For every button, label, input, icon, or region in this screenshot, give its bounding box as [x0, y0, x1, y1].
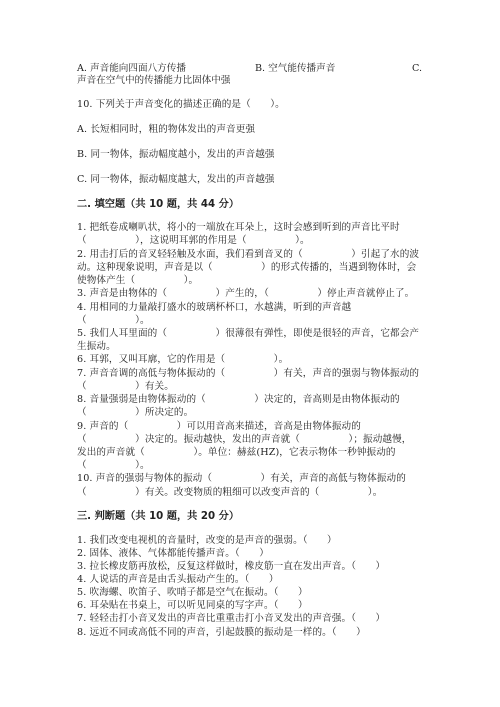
fill-line: 发出的声音就（ ）。单位：赫兹(HZ)，它表示物体一秒钟振动的: [77, 447, 396, 458]
fill-line: 4. 用相同的力量敲打盛水的玻璃杯杯口，水越满，听到的声音越: [77, 302, 352, 313]
fill-line: 9. 声音的（ ）可以用音高来描述，音高是由物体振动的: [77, 421, 361, 432]
fill-line: （ ）有关。改变物质的粗细可以改变声音的（ ）。: [77, 487, 383, 498]
fill-line: 5. 我们人耳里面的（ ）很薄很有弹性，即使是很轻的声音，它都会产: [77, 328, 420, 339]
fill-line: 生振动。: [77, 341, 116, 352]
q10-option-b: B. 同一物体，振动幅度越小，发出的声音越强: [77, 149, 275, 160]
fill-line: 2. 用击打后的音叉轻轻触及水面，我们看到音叉的（ ）引起了水的波: [77, 249, 420, 260]
q9-option-c-text: 声音在空气中的传播能力比固体中强: [77, 75, 231, 86]
section-3-heading: 三. 判断题（共 10 题，共 20 分）: [77, 511, 240, 522]
judge-line: 1. 我们改变电视机的音量时，改变的是声音的强弱。（ ）: [77, 535, 337, 546]
judge-line: 2. 固体、液体、气体都能传播声音。（ ）: [77, 548, 269, 559]
q10-option-c: C. 同一物体，振动幅度越大，发出的声音越强: [77, 174, 275, 185]
q9-option-b: B. 空气能传播声音: [255, 63, 336, 74]
fill-line: 10. 声音的强弱与物体的振动（ ）有关，声音的高低与物体振动的: [77, 473, 406, 484]
q9-option-c-letter: C.: [412, 63, 423, 74]
judge-line: 5. 吹海螺、吹笛子、吹哨子都是空气在振动。（ ）: [77, 587, 308, 598]
q10-option-a: A. 长短相同时，粗的物体发出的声音更强: [77, 124, 256, 135]
fill-line: 6. 耳郭，又叫耳廓，它的作用是（ ）。: [77, 354, 289, 365]
fill-line: 1. 把纸卷成喇叭状，将小的一端放在耳朵上，这时会感到听到的声音比平时: [77, 222, 400, 233]
fill-line: 8. 音量强弱是由物体振动的（ ）决定的，音高则是由物体振动的: [77, 394, 400, 405]
q10-stem: 10. 下列关于声音变化的描述正确的是（ ）。: [77, 99, 285, 110]
judge-line: 3. 拉长橡皮筋再放松，反复这样做时，橡皮筋一直在发出声音。（ ）: [77, 561, 386, 572]
fill-line: （ ）。: [77, 315, 150, 326]
fill-line: （ ）决定的。振动越快，发出的声音就（ ）；振动越慢，: [77, 434, 412, 445]
fill-line: 3. 声音是由物体的（ ）产生的，（ ）停止声音就停止了。: [77, 288, 415, 299]
fill-line: （ ）所决定的。: [77, 407, 194, 418]
judge-line: 4. 人说话的声音是由舌头振动产生的。（ ）: [77, 574, 279, 585]
fill-line: 使物体产生（ ）。: [77, 275, 199, 286]
fill-line: 动。这种现象说明，声音是以（ ）的形式传播的，当遇到物体时，会: [77, 262, 417, 273]
section-2-heading: 二. 填空题（共 10 题，共 44 分）: [77, 199, 240, 210]
judge-line: 6. 耳朵贴在书桌上，可以听见同桌的写字声。（ ）: [77, 600, 308, 611]
fill-line: （ ）有关。: [77, 381, 174, 392]
judge-line: 8. 远近不同或高低不同的声音，引起鼓膜的振动是一样的。（ ）: [77, 627, 366, 638]
fill-line: （ ），这说明耳郭的作用是（ ）。: [77, 235, 310, 246]
q9-option-a: A. 声音能向四面八方传播: [77, 63, 186, 74]
fill-line: （ ）。: [77, 460, 150, 471]
fill-line: 7. 声音音调的高低与物体振动的（ ）有关，声音的强弱与物体振动的: [77, 368, 420, 379]
judge-line: 7. 轻轻击打小音叉发出的声音比重重击打小音叉发出的声音强。（ ）: [77, 613, 386, 624]
